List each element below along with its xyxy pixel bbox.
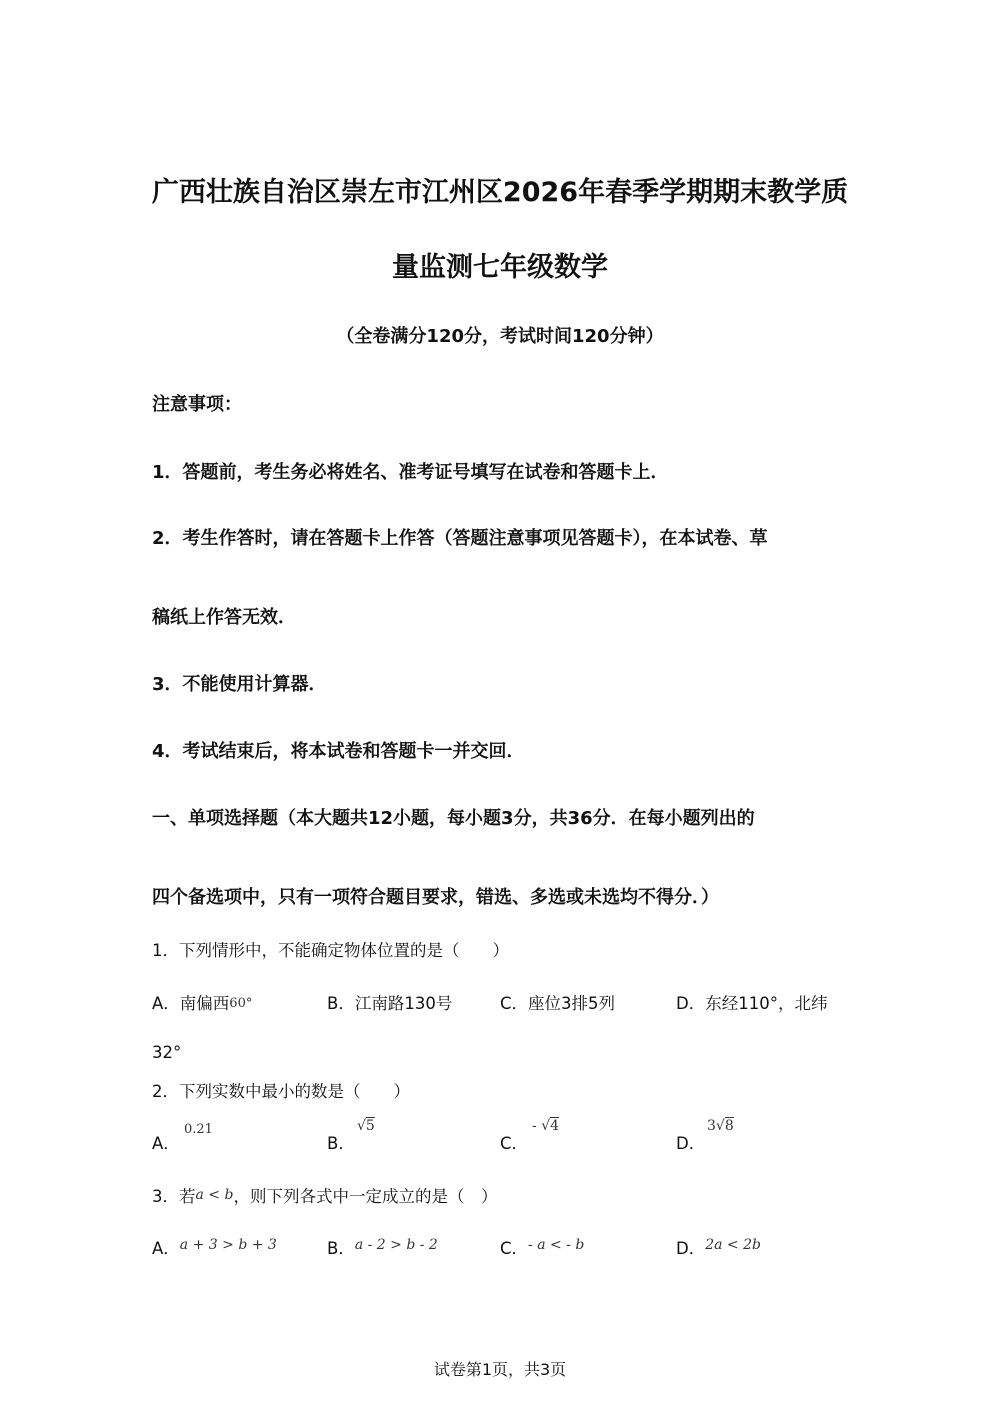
question-1-stem: 1．下列情形中，不能确定物体位置的是（ ） <box>152 941 509 960</box>
document-title-line2: 量监测七年级数学 <box>392 252 608 283</box>
q1-option-b: B．江南路130号 <box>327 994 453 1013</box>
q3-option-a-math: a + 3 > b + 3 <box>179 1237 277 1253</box>
q3-stem-math: a < b <box>195 1187 234 1203</box>
notice-heading: 注意事项： <box>152 394 242 415</box>
exam-info: （全卷满分120分，考试时间120分钟） <box>336 326 664 347</box>
q3-stem-post: ，则下列各式中一定成立的是（ ） <box>233 1187 498 1206</box>
q3-option-b-math: a - 2 > b - 2 <box>354 1237 438 1253</box>
q1-option-d-cont: 32° <box>152 1043 182 1062</box>
question-2-stem: 2．下列实数中最小的数是（ ） <box>152 1082 410 1101</box>
q2-option-a-math: 0.21 <box>184 1122 213 1137</box>
q3-option-a-label: A． <box>152 1239 180 1258</box>
q2-option-c: C． <box>500 1134 529 1153</box>
notice-item-2-cont: 稿纸上作答无效． <box>152 607 296 628</box>
q2-option-a-label: A． <box>152 1134 180 1153</box>
q3-option-c-label: C． <box>500 1239 529 1258</box>
q2-option-d-prefix: 3 <box>707 1118 716 1134</box>
section-heading-line2: 四个备选项中，只有一项符合题目要求，错选、多选或未选均不得分．） <box>152 887 719 908</box>
question-3-stem <box>152 1183 497 1207</box>
q1-option-a-label: A．南偏西 <box>152 994 230 1013</box>
q3-option-c <box>500 1235 584 1259</box>
q3-option-c-math: - a < - b <box>528 1237 585 1253</box>
q1-option-c: C．座位3排5列 <box>500 994 616 1013</box>
notice-item-1: 1．答题前，考生务必将姓名、准考证号填写在试卷和答题卡上． <box>152 462 669 483</box>
q3-option-d-math: 2a < 2b <box>705 1237 761 1253</box>
q2-option-b: B． <box>327 1134 355 1153</box>
q2-option-c-radicand: 4 <box>550 1118 560 1134</box>
q2-option-d-math: 3√8 <box>707 1118 734 1134</box>
q2-option-c-prefix: - <box>532 1118 542 1134</box>
notice-item-3: 3．不能使用计算器． <box>152 674 327 695</box>
q3-option-d <box>676 1235 761 1259</box>
q1-option-a-math: 60° <box>229 996 253 1011</box>
q1-option-d: D．东经110°，北纬 <box>676 994 828 1013</box>
notice-item-4: 4．考试结束后，将本试卷和答题卡一并交回． <box>152 741 525 762</box>
q2-option-b-radicand: 5 <box>365 1118 375 1134</box>
q3-option-b-label: B． <box>327 1239 355 1258</box>
page-footer: 试卷第1页，共3页 <box>433 1360 567 1379</box>
q2-option-d: D． <box>676 1134 706 1153</box>
q3-option-b <box>327 1235 438 1259</box>
q3-stem-pre: 3．若 <box>152 1187 196 1206</box>
q2-option-c-math: - √4 <box>532 1118 560 1134</box>
q2-option-b-math: √5 <box>357 1118 375 1134</box>
q1-option-a <box>152 990 252 1014</box>
q2-option-d-radicand: 8 <box>724 1118 734 1134</box>
q3-option-d-label: D． <box>676 1239 706 1258</box>
q3-option-a <box>152 1235 277 1259</box>
q2-option-a <box>152 1130 180 1154</box>
section-heading-line1: 一、单项选择题（本大题共12小题，每小题3分，共36分．在每小题列出的 <box>152 808 755 829</box>
document-title-line1: 广西壮族自治区崇左市江州区2026年春季学期期末教学质 <box>151 177 849 208</box>
notice-item-2: 2．考生作答时，请在答题卡上作答（答题注意事项见答题卡），在本试卷、草 <box>152 528 768 549</box>
